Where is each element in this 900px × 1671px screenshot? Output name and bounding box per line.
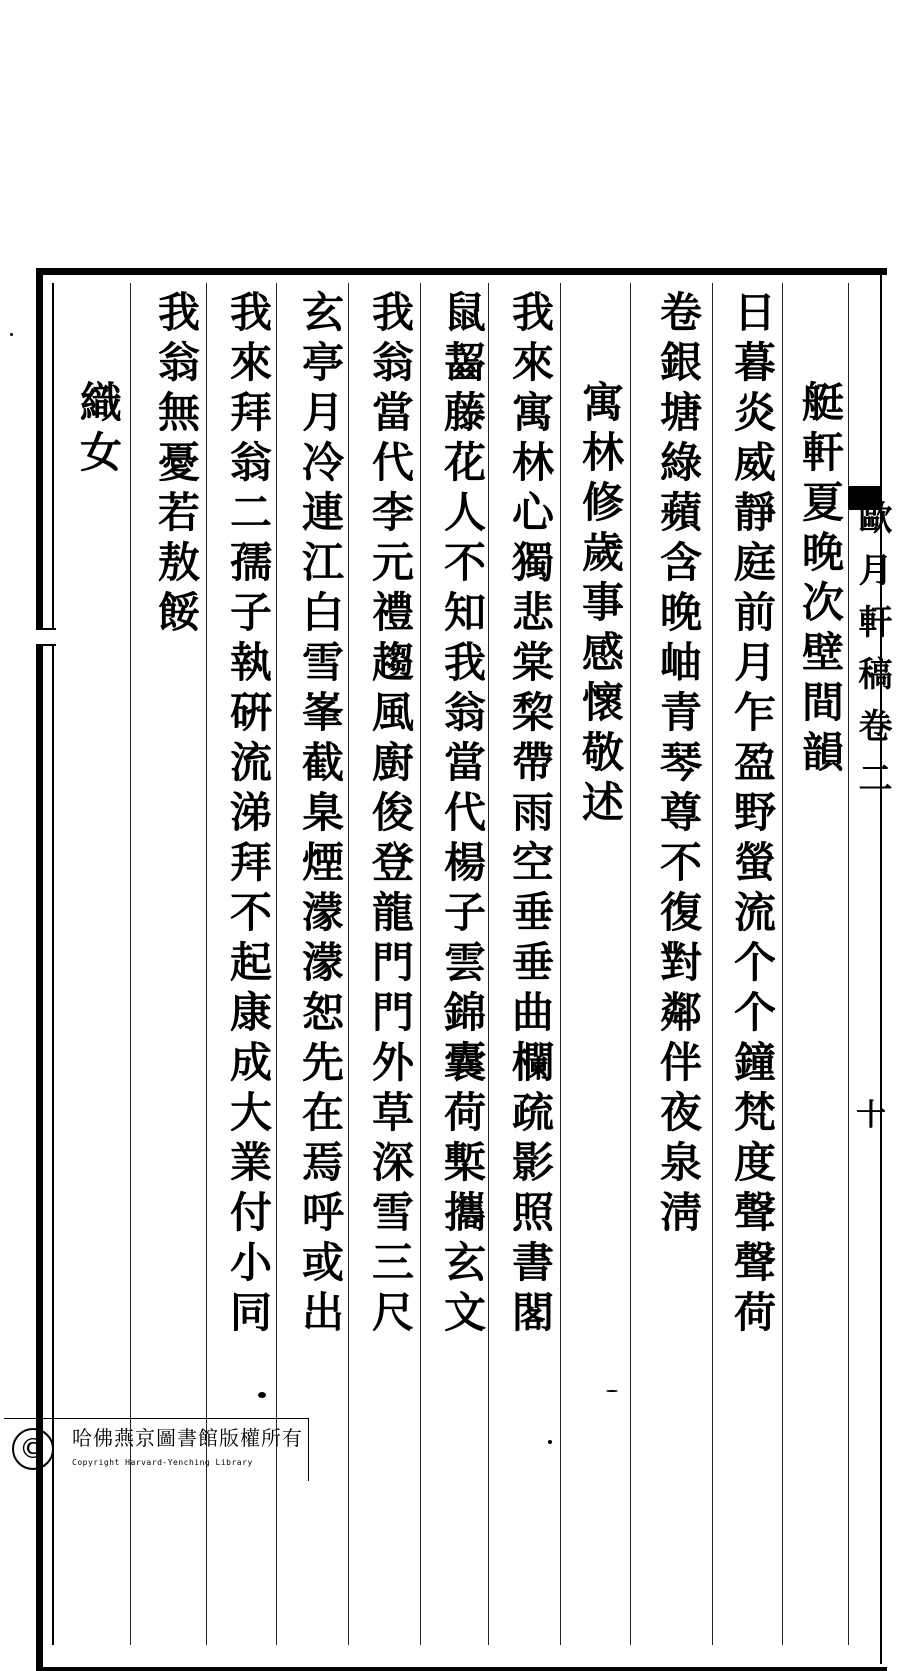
copyright-english: Copyright Harvard-Yenching Library — [72, 1458, 253, 1467]
copyright-icon: © — [12, 1428, 54, 1470]
text-column: 我來寓林心獨悲棠棃帶雨空垂垂曲欄疏影照書閣 — [506, 290, 555, 1340]
column-rule — [560, 283, 561, 1645]
text-column: 玄亭月冷連江白雪峯截臬煙濛濛恕先在焉呼或出 — [296, 290, 345, 1340]
column-rule — [712, 283, 713, 1645]
ink-speck — [606, 1390, 618, 1392]
ink-speck — [10, 333, 13, 336]
text-column: 我翁無憂若敖餒 — [152, 290, 201, 640]
running-title: 歐月軒稿卷二 — [852, 500, 892, 812]
frame-notch — [36, 628, 56, 646]
text-column: 日暮炎威靜庭前月乍盈野螢流个个鐘梵度聲聲荷 — [728, 290, 777, 1340]
folio-number: 十 — [856, 1098, 886, 1133]
ink-speck — [258, 1392, 266, 1398]
column-rule — [630, 283, 631, 1645]
frame-right-edge — [880, 268, 882, 1664]
text-column: 我翁當代李元禮趨風廚俊登龍門門外草深雪三尺 — [366, 290, 415, 1340]
poem-title-3: 織女 — [74, 380, 123, 480]
text-column: 卷銀塘綠蘋含晚岫青琴尊不復對鄰伴夜泉淸 — [654, 290, 703, 1240]
ink-speck — [548, 1440, 552, 1444]
poem-title-2: 寓林修歲事感懷敬述 — [576, 380, 625, 830]
poem-title-1: 艇軒夏晚次壁間韻 — [796, 380, 845, 780]
text-column: 鼠齧藤花人不知我翁當代楊子雲錦囊荷槧攜玄文 — [438, 290, 487, 1340]
column-rule — [782, 283, 783, 1645]
text-column: 我來拜翁二孺子執硏流涕拜不起康成大業付小同 — [224, 290, 273, 1340]
copyright-chinese: 哈佛燕京圖書館版權所有 — [72, 1426, 303, 1450]
column-rule — [420, 283, 421, 1645]
